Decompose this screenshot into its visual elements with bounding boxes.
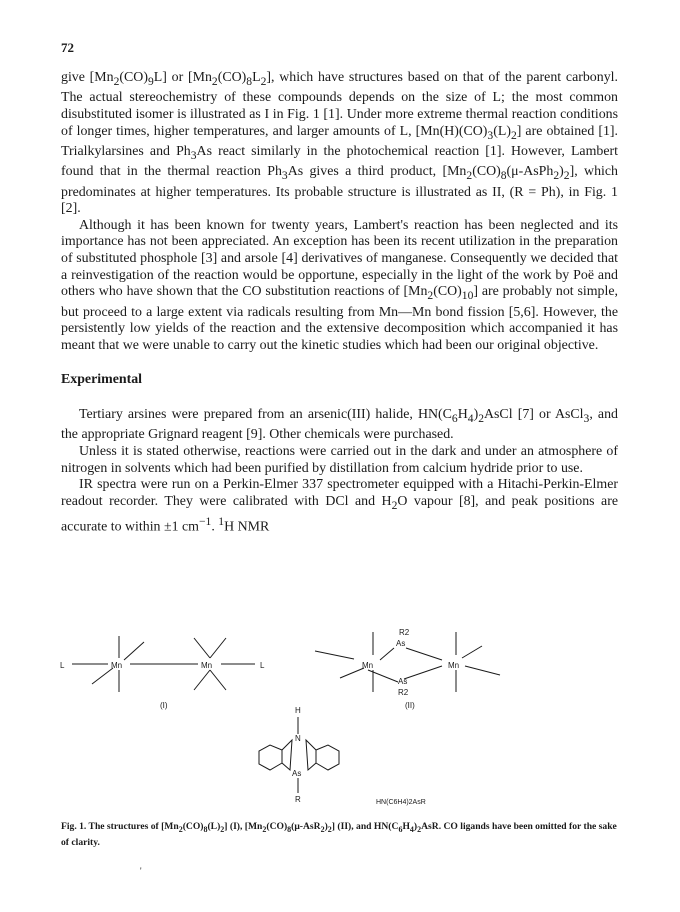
metal-label: Mn — [201, 661, 213, 670]
metal-label: Mn — [448, 661, 460, 670]
figure-caption: Fig. 1. The structures of $[Mn_2(CO)_8(L)_2]$ (I), $[Mn_2(CO)_8(\mu-AsR_2)_2]$ (II), and $HN(C_6H_4)_2AsR$. CO ligands have been omitted for the sake of clarity. — [61, 821, 617, 848]
ligand-label: L — [260, 661, 265, 670]
structure-figure — [0, 600, 680, 810]
atom-label: R — [295, 795, 301, 804]
structure-II — [315, 632, 500, 692]
atom-label: As — [292, 769, 302, 778]
ligand-label: L — [60, 661, 65, 670]
atom-label: As — [396, 639, 406, 648]
footer-mark: ' — [140, 866, 142, 876]
paragraph: IR spectra were run on a Perkin-Elmer 337 spectrometer equipped with a Hitachi-Perkin-Elmer readout recorder. They were calibrated with DCl and $H_2O$ vapour [8], and peak positions are accurate to within ±1 $cm^{-1}$. $^1$H NMR — [61, 477, 619, 535]
body-text — [61, 70, 618, 536]
paragraph: give $[Mn_2(CO)_9L]$ or $[Mn_2(CO)_8L_2]$, which have structures based on that of the parent carbonyl. The actual stereochemistry of these compounds depends on the size of L; the most common disubstituted isomer is illustrated as I in Fig. 1 [1]. Under more extreme thermal reaction conditions of longer times, higher temperatures, and larger amounts of L, $[Mn(H)(CO)_3(L)_2]$ are obtained [1]. Trialkylarsines and $Ph_3As$ react similarly in the photochemical reaction [1]. However, Lambert found that in the thermal reaction $Ph_3As$ gives a third product, $[Mn_2(CO)_8(\mu-AsPh_2)_2]$, which predominates at higher temperatures. Its probable structure is illustrated as II, (R = Ph), in Fig. 1 [2]. — [61, 70, 618, 217]
structure-I — [72, 636, 255, 692]
atom-label: H — [295, 706, 301, 715]
atom-label: As — [398, 677, 408, 686]
structure-label-II: (II) — [405, 701, 415, 710]
metal-label: Mn — [111, 661, 123, 670]
structure-arsine — [259, 717, 339, 793]
group-label: R2 — [399, 628, 410, 637]
paragraph: Tertiary arsines were prepared from an arsenic(III) halide, $HN(C_6H_4)_2AsCl$ [7] or AsCl$_3$, and the appropriate Grignard reagent [9]. Other chemicals were purchased. — [61, 407, 618, 443]
metal-label: Mn — [362, 661, 374, 670]
section-heading: Experimental — [61, 372, 143, 388]
paragraph: Although it has been known for twenty years, Lambert's reaction has been neglected and its importance has not been appreciated. An exception has been its recent utilization in the preparation of substituted phosphole [3] and arsole [4] derivatives of manganese. Consequently we decided that a reinvestigation of the reaction would be opportune, especially in the light of the work by Poë and others who have shown that the CO substitution reactions of $[Mn_2(CO)_{10}]$ are probably not simple, but proceed to a large extent via radicals resulting from Mn—Mn bond fission [5,6]. However, the persistently low yields of the reaction and the extensive decomposition which accompanied it has meant that we were unable to carry out the kinetic studies which had been our original objective. — [61, 217, 618, 353]
compound-label: HN(C6H4)2AsR — [376, 799, 426, 806]
atom-label: N — [295, 734, 301, 743]
group-label: R2 — [398, 688, 409, 697]
page-number: 72 — [61, 40, 74, 55]
paragraph: Unless it is stated otherwise, reactions were carried out in the dark and under an atmosphere of nitrogen in solvents which had been purified by distillation from calcium hydride prior to use. — [61, 443, 618, 476]
structure-label-I: (I) — [160, 701, 168, 710]
